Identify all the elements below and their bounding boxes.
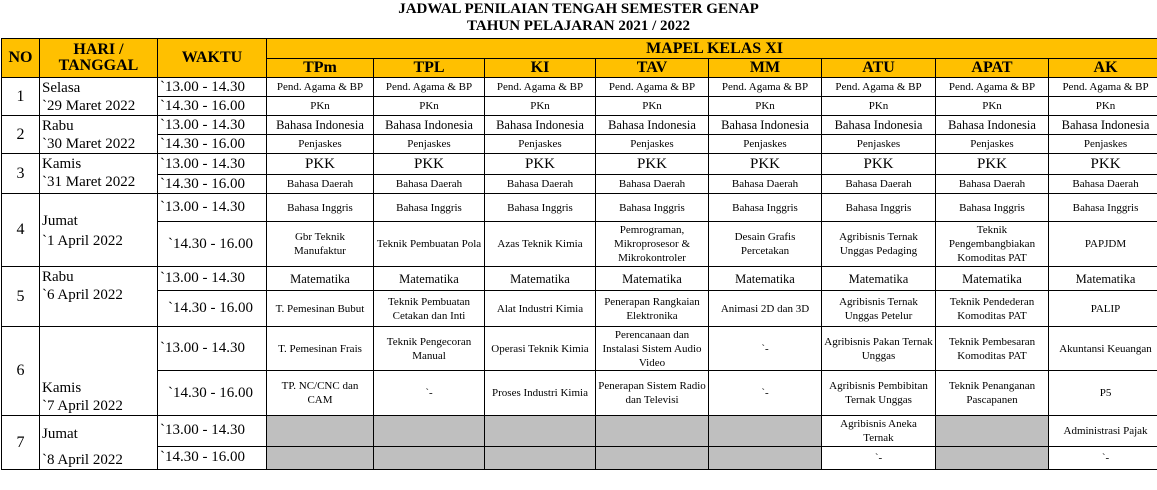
subject-cell: Bahasa Indonesia	[485, 116, 596, 135]
day-date-cell	[40, 154, 158, 194]
subject-cell: Bahasa Inggris	[374, 194, 485, 222]
schedule-body	[2, 39, 1157, 470]
date-text: `8 April 2022	[42, 452, 123, 468]
empty-cell	[596, 416, 709, 447]
header-waktu: WAKTU	[158, 39, 267, 78]
subject-cell: Pend. Agama & BP	[485, 78, 596, 97]
row-number: 2	[2, 116, 40, 154]
empty-cell	[374, 416, 485, 447]
empty-cell	[936, 416, 1049, 447]
schedule-row	[2, 222, 1157, 267]
subject-cell: Pend. Agama & BP	[709, 78, 822, 97]
subject-cell: Bahasa Indonesia	[596, 116, 709, 135]
subject-cell: Teknik Pembesaran Komoditas PAT	[936, 327, 1049, 371]
subject-cell: Bahasa Daerah	[596, 175, 709, 194]
subject-cell: PKK	[709, 154, 822, 175]
subject-cell: Pend. Agama & BP	[267, 78, 374, 97]
subject-cell: Pend. Agama & BP	[1049, 78, 1157, 97]
day-date-cell	[40, 78, 158, 116]
schedule-row	[2, 327, 1157, 371]
schedule-row	[2, 371, 1157, 416]
subject-cell: Penjaskes	[485, 135, 596, 154]
schedule-row	[2, 416, 1157, 447]
subject-cell: Penjaskes	[822, 135, 936, 154]
subject-cell: PKn	[936, 97, 1049, 116]
subject-cell: Penjaskes	[936, 135, 1049, 154]
subject-cell: Matematika	[485, 267, 596, 291]
subject-cell: Agribisnis Ternak Unggas Pedaging	[822, 222, 936, 267]
subject-cell: Azas Teknik Kimia	[485, 222, 596, 267]
class-header: TPm	[267, 59, 374, 78]
subject-cell: Agribisnis Ternak Unggas Petelur	[822, 291, 936, 327]
subject-cell: Pend. Agama & BP	[374, 78, 485, 97]
subject-cell: Bahasa Inggris	[596, 194, 709, 222]
class-header: APAT	[936, 59, 1049, 78]
subject-cell: Penjaskes	[374, 135, 485, 154]
day-name: Rabu	[42, 118, 74, 134]
subject-cell: `-	[822, 446, 936, 469]
day-date-cell	[40, 194, 158, 267]
subject-cell: PAPJDM	[1049, 222, 1157, 267]
time-slot: `14.30 - 16.00	[158, 135, 267, 154]
subject-cell: Matematika	[267, 267, 374, 291]
class-header: TPL	[374, 59, 485, 78]
subject-cell: Matematika	[709, 267, 822, 291]
day-date-cell	[40, 416, 158, 470]
subject-cell: Akuntansi Keuangan	[1049, 327, 1157, 371]
subject-cell: Bahasa Inggris	[1049, 194, 1157, 222]
date-text: `29 Maret 2022	[42, 98, 136, 114]
header-hari: HARI /	[73, 41, 124, 58]
empty-cell	[709, 416, 822, 447]
subject-cell: Agribisnis Aneka Ternak	[822, 416, 936, 447]
subject-cell: TP. NC/CNC dan CAM	[267, 371, 374, 416]
row-number: 3	[2, 154, 40, 194]
header-row	[2, 39, 1157, 59]
subject-cell: T. Pemesinan Frais	[267, 327, 374, 371]
empty-cell	[485, 446, 596, 469]
empty-cell	[485, 416, 596, 447]
subject-cell: Matematika	[596, 267, 709, 291]
subject-cell: Teknik Pendederan Komoditas PAT	[936, 291, 1049, 327]
day-name: Kamis	[42, 380, 82, 396]
day-name: Jumat	[42, 212, 78, 229]
subject-cell: Pemrograman, Mikroprosesor & Mikrokontroler	[596, 222, 709, 267]
empty-cell	[709, 446, 822, 469]
subject-cell: Bahasa Inggris	[485, 194, 596, 222]
row-number: 7	[2, 416, 40, 470]
subject-cell: Bahasa Indonesia	[936, 116, 1049, 135]
subject-cell: Matematika	[374, 267, 485, 291]
subject-cell: PKn	[709, 97, 822, 116]
subject-cell: Teknik Pembuatan Pola	[374, 222, 485, 267]
subject-cell: Penjaskes	[267, 135, 374, 154]
time-slot: `14.30 - 16.00	[158, 222, 267, 267]
subject-cell: Penerapan Rangkaian Elektronika	[596, 291, 709, 327]
subject-cell: PKn	[1049, 97, 1157, 116]
time-slot: `13.00 - 14.30	[158, 116, 267, 135]
subject-cell: Bahasa Indonesia	[822, 116, 936, 135]
row-number: 1	[2, 78, 40, 116]
subject-cell: Bahasa Indonesia	[267, 116, 374, 135]
time-slot: `13.00 - 14.30	[158, 327, 267, 371]
subject-cell: PKK	[822, 154, 936, 175]
subject-cell: Gbr Teknik Manufaktur	[267, 222, 374, 267]
time-slot: `14.30 - 16.00	[158, 371, 267, 416]
subject-cell: PKK	[1049, 154, 1157, 175]
schedule-row	[2, 116, 1157, 135]
class-header: TAV	[596, 59, 709, 78]
day-name: Rabu	[42, 269, 74, 285]
header-tanggal: TANGGAL	[58, 57, 139, 74]
header-no: NO	[2, 39, 40, 78]
subject-cell: PKn	[267, 97, 374, 116]
subject-cell: Penjaskes	[596, 135, 709, 154]
subject-cell: Penerapan Sistem Radio dan Televisi	[596, 371, 709, 416]
subject-cell: Bahasa Daerah	[1049, 175, 1157, 194]
class-header: AK	[1049, 59, 1157, 78]
subject-cell: Matematika	[1049, 267, 1157, 291]
schedule-row	[2, 291, 1157, 327]
subject-cell: Agribisnis Pembibitan Ternak Unggas	[822, 371, 936, 416]
subject-cell: Agribisnis Pakan Ternak Unggas	[822, 327, 936, 371]
class-header: KI	[485, 59, 596, 78]
subject-cell: Bahasa Inggris	[822, 194, 936, 222]
subject-cell: `-	[709, 371, 822, 416]
subject-cell: PALIP	[1049, 291, 1157, 327]
subject-cell: PKK	[485, 154, 596, 175]
subject-cell: Penjaskes	[1049, 135, 1157, 154]
day-name: Selasa	[42, 80, 81, 96]
schedule-row	[2, 267, 1157, 291]
subject-cell: Bahasa Inggris	[936, 194, 1049, 222]
schedule-row	[2, 446, 1157, 469]
subject-cell: Bahasa Indonesia	[1049, 116, 1157, 135]
subject-cell: Bahasa Daerah	[267, 175, 374, 194]
row-number: 5	[2, 267, 40, 327]
subject-cell: Operasi Teknik Kimia	[485, 327, 596, 371]
row-number: 6	[2, 327, 40, 416]
subject-cell: PKn	[822, 97, 936, 116]
subject-cell: Pend. Agama & BP	[936, 78, 1049, 97]
subject-cell: Bahasa Daerah	[485, 175, 596, 194]
subject-cell: Desain Grafis Percetakan	[709, 222, 822, 267]
subject-cell: Matematika	[936, 267, 1049, 291]
time-slot: `13.00 - 14.30	[158, 78, 267, 97]
time-slot: `13.00 - 14.30	[158, 154, 267, 175]
header-hari-tanggal	[40, 39, 158, 78]
schedule-row	[2, 175, 1157, 194]
subject-cell: Bahasa Indonesia	[709, 116, 822, 135]
subject-cell: P5	[1049, 371, 1157, 416]
subject-cell: Proses Industri Kimia	[485, 371, 596, 416]
subject-cell: PKn	[596, 97, 709, 116]
subject-cell: Bahasa Daerah	[709, 175, 822, 194]
time-slot: `13.00 - 14.30	[158, 194, 267, 222]
class-header: MM	[709, 59, 822, 78]
time-slot: `14.30 - 16.00	[158, 175, 267, 194]
date-text: `31 Maret 2022	[42, 174, 136, 190]
subject-cell: Bahasa Inggris	[709, 194, 822, 222]
subject-cell: Pend. Agama & BP	[822, 78, 936, 97]
row-number: 4	[2, 194, 40, 267]
date-text: `7 April 2022	[42, 398, 123, 414]
subject-cell: Bahasa Daerah	[936, 175, 1049, 194]
day-name: Jumat	[42, 426, 78, 442]
class-header: ATU	[822, 59, 936, 78]
subject-cell: PKK	[596, 154, 709, 175]
empty-cell	[936, 446, 1049, 469]
time-slot: `14.30 - 16.00	[158, 97, 267, 116]
subject-cell: Pend. Agama & BP	[596, 78, 709, 97]
schedule-row	[2, 97, 1157, 116]
subject-cell: Matematika	[822, 267, 936, 291]
date-text: `6 April 2022	[42, 287, 123, 303]
subject-cell: PKK	[267, 154, 374, 175]
empty-cell	[267, 416, 374, 447]
subject-cell: `-	[1049, 446, 1157, 469]
subject-cell: `-	[709, 327, 822, 371]
subject-cell: Bahasa Daerah	[822, 175, 936, 194]
subject-cell: PKK	[936, 154, 1049, 175]
time-slot: `13.00 - 14.30	[158, 267, 267, 291]
subject-cell: Bahasa Inggris	[267, 194, 374, 222]
subject-cell: Bahasa Daerah	[374, 175, 485, 194]
document-subtitle: TAHUN PELAJARAN 2021 / 2022	[466, 18, 691, 34]
header-mapel: MAPEL KELAS XI	[267, 39, 1157, 59]
subject-cell: PKn	[374, 97, 485, 116]
schedule-row	[2, 194, 1157, 222]
subject-cell: Bahasa Indonesia	[374, 116, 485, 135]
subject-cell: Teknik Pengecoran Manual	[374, 327, 485, 371]
subject-cell: PKK	[374, 154, 485, 175]
empty-cell	[596, 446, 709, 469]
subject-cell: PKn	[485, 97, 596, 116]
empty-cell	[374, 446, 485, 469]
subject-cell: Teknik Penanganan Pascapanen	[936, 371, 1049, 416]
subject-cell: Teknik Pengembangbiakan Komoditas PAT	[936, 222, 1049, 267]
time-slot: `14.30 - 16.00	[158, 446, 267, 469]
day-date-cell	[40, 327, 158, 416]
date-text: `30 Maret 2022	[42, 136, 136, 152]
schedule-row	[2, 135, 1157, 154]
subject-cell: `-	[374, 371, 485, 416]
document-title: JADWAL PENILAIAN TENGAH SEMESTER GENAP	[398, 1, 759, 17]
subject-cell: Animasi 2D dan 3D	[709, 291, 822, 327]
subject-cell: Alat Industri Kimia	[485, 291, 596, 327]
schedule-row	[2, 154, 1157, 175]
schedule-row	[2, 78, 1157, 97]
day-date-cell	[40, 116, 158, 154]
schedule-table	[1, 38, 1157, 470]
subject-cell: Teknik Pembuatan Cetakan dan Inti	[374, 291, 485, 327]
document-title-block	[0, 0, 1157, 38]
empty-cell	[267, 446, 374, 469]
day-name: Kamis	[42, 156, 82, 172]
day-date-cell	[40, 267, 158, 327]
time-slot: `13.00 - 14.30	[158, 416, 267, 447]
subject-cell: Penjaskes	[709, 135, 822, 154]
subject-cell: T. Pemesinan Bubut	[267, 291, 374, 327]
time-slot: `14.30 - 16.00	[158, 291, 267, 327]
date-text: `1 April 2022	[42, 232, 123, 249]
subject-cell: Perencanaan dan Instalasi Sistem Audio Video	[596, 327, 709, 371]
subject-cell: Administrasi Pajak	[1049, 416, 1157, 447]
